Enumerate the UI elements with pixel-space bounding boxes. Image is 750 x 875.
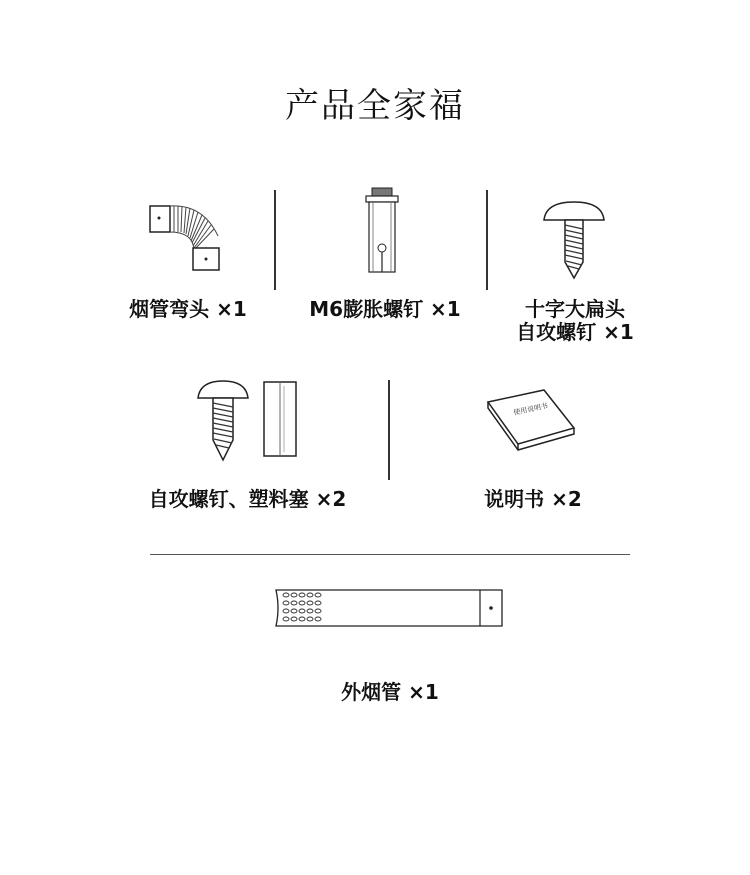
manual-cover-text: 使用说明书 bbox=[512, 401, 549, 417]
self-tapping-screw-icon bbox=[195, 378, 251, 464]
item-label-outer-pipe: 外烟管 ×1 bbox=[341, 680, 439, 704]
item-label-elbow: 烟管弯头 ×1 bbox=[129, 297, 247, 321]
page-title: 产品全家福 bbox=[285, 86, 465, 126]
divider-vertical bbox=[486, 190, 488, 290]
outer-pipe-icon bbox=[274, 588, 506, 628]
plastic-anchor-icon bbox=[262, 380, 298, 458]
pan-head-screw-icon bbox=[541, 200, 607, 282]
expansion-bolt-icon bbox=[360, 186, 410, 276]
item-label-pan-head-line1: 十字大扁头 bbox=[525, 297, 625, 321]
item-label-manual: 说明书 ×2 bbox=[484, 487, 582, 511]
divider-vertical bbox=[388, 380, 390, 480]
manual-booklet-icon bbox=[484, 388, 576, 450]
elbow-pipe-icon bbox=[148, 198, 238, 278]
item-label-expansion-bolt: M6膨胀螺钉 ×1 bbox=[309, 297, 461, 321]
item-label-self-tapping: 自攻螺钉、塑料塞 ×2 bbox=[148, 487, 347, 511]
item-label-pan-head-line2: 自攻螺钉 ×1 bbox=[516, 320, 634, 344]
divider-horizontal bbox=[150, 554, 630, 555]
divider-vertical bbox=[274, 190, 276, 290]
